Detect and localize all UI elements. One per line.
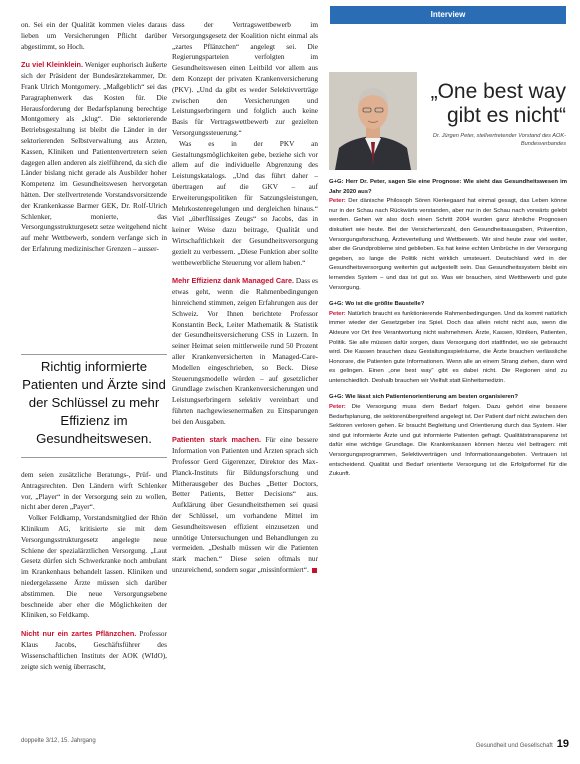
pull-quote: Richtig informierte Patienten und Ärzte sind der Schlüssel zu mehr Effizienz im Gesundheitswesen.	[21, 354, 167, 458]
page-number: 19	[556, 738, 569, 750]
interview-title: „One best way gibt es nicht“	[430, 80, 566, 127]
portrait-photo	[329, 72, 417, 170]
paragraph	[172, 276, 318, 427]
interview-answer	[329, 403, 567, 480]
portrait-figure-icon	[329, 72, 417, 170]
subheading: Mehr Effizienz dank Managed Care.	[172, 276, 295, 286]
subheading: Zu viel Kleinklein.	[21, 60, 84, 70]
text-column-left	[21, 20, 167, 255]
paragraph-text: Professor Klaus Jacobs, Geschäftsführer des Wissenschaftlichen Instituts der AOK (WIdO), zeigte sich wenig überrascht,	[21, 629, 167, 671]
interview-question: G+G: Wie lässt sich Patientenorientierung am besten organisieren?	[329, 394, 518, 401]
paragraph: on. Sei ein der Qualität kommen vieles daraus lieben um Versicherungen Pflicht darüber abgestimmt, so Hoch.	[21, 20, 167, 51]
footer-title: Gesundheit und Gesellschaft	[475, 743, 553, 749]
end-mark-icon	[312, 568, 317, 573]
photo-caption: Dr. Jürgen Peter, stellvertretender Vorstand des AOK-Bundesverbandes	[432, 133, 566, 147]
paragraph: dem seien zusätzliche Beratungs-, Prüf- und Antragsrechten. Den Ländern wirft Schlenker vor, „Player“ in der Versorgung sein zu wollen, nicht aber deren „Payer“.	[21, 470, 167, 512]
paragraph	[21, 60, 167, 254]
interview-text	[329, 178, 567, 480]
footer-issue: doppelte 3/12, 15. Jahrgang	[21, 738, 96, 744]
answer-text: Die Versorgung muss dem Bedarf folgen. Dazu gehört eine bessere Bedarfsplanung, die sektorenübergreifend angelegt ist. Der Patient darf nicht zwischen den Sektoren verloren gehen. Er braucht Begleitung und Orientierung durch das System. Hier sind gut informierte Ärzte und gut informierte Patienten gefragt. Qualitätstransparenz ist dafür eine wichtige Grundlage. Die Krankenkassen können hierzu viel beitragen: mit Versorgungsprogrammen, Selektivverträgen und Informationsangeboten. Vertrauen ist entscheidend. Qualität und Bedarf orientierte Versorgung ist die Erfolgsformel für die Zukunft.	[329, 404, 567, 478]
interview-header-bar: Interview	[330, 6, 566, 24]
paragraph-text: Für eine bessere Information von Patienten und Ärzten sprach sich Professor Gerd Gigerenzer, Direktor des Max-Planck-Instituts für Bildungsforschung und Mitherausgeber des Buches „Better Doctors, Better Patients, Better Decisions“ aus. Aufklärung über Gesundheitsthemen sei quasi der Schlüssel, um vorhandene Mittel im Gesundheitswesen effizient einzusetzen und unnötige Untersuchungen und Behandlungen zu vermeiden. „Deshalb müssen wir die Patienten stark machen.“ Diese seien oftmals nur unzureichend, sondern sogar „missinformiert“.	[172, 435, 318, 575]
paragraph	[21, 629, 167, 672]
speaker-label: Peter:	[329, 198, 346, 205]
paragraph-text: Dass es etwas geht, wenn die Rahmenbedingungen hinreichend stimmen, zeigen Erfahrungen aus der Schweiz. Vor Ihnen berichtete Professor Konstantin Beck, Leiter Mathematik & Statistik der Gesundheitsversicherung CSS in Luzern. In seiner Heimat seien mittlerweile rund 50 Prozent aller Krankenversicherten in Managed-Care-Modellen eingeschrieben, so Beck. Diese Steuerungsmodelle würden – auf gesetzlicher Grundlage zwischen Krankenversicherungen und Leistungserbringern selektiv vereinbart und führten nachgewiesenermaßen zu Einsparungen bei den Ausgaben.	[172, 276, 319, 426]
speaker-label: Peter:	[329, 404, 346, 411]
subheading: Nicht nur ein zartes Pflänzchen.	[21, 629, 137, 639]
paragraph	[172, 435, 318, 575]
answer-text: Der dänische Philosoph Sören Kierkegaard hat einmal gesagt, das Leben könne nur in der Schau nach Rückwärts verstanden, aber nur in der Schau nach vorwärts gelebt werden. Gehen wir also doch einen Schritt 2004 wurden ganz ähnliche Prognosen diskutiert wie heute. Bei der Versichertenzahl, den Gesundheitsausgaben, Prävention, Versorgungsforschung, Ärzteverteilung und Wettbewerb. Wir sind heute zwar viel weiter, aber die Grundprobleme sind geblieben. Es hat keine echten Umbrüche in der Versorgung gegeben, so lange die Politik nicht wirklich umsteuert. Deutschland wird in der Gesundheitsversorgung weiterhin gut aufgestellt sein. Das Gesundheitssystem bleibt ein lernendes System – und das ist gut so. Was wir brauchen, sind Wettbewerb und gute Versorgung.	[329, 198, 567, 291]
subheading: Patienten stark machen.	[172, 435, 262, 445]
interview-answer	[329, 310, 567, 387]
paragraph: Was es in der PKV an Gestaltungsmöglichkeiten gebe, beziehe sich vor allem auf die individuelle Abgrenzung des Leistungskatalogs. „Und das führt daher – übertragen auf die GKV – auf Erweiterungspolitiken für Satzungsleistungen, Mehrkostenregelungen und dergleichen hinaus.“ Viel „überflüssiges Zeugs“ so Jacobs, das in keiner Weise dazu beitrage, Qualität und Wirtschaftlichkeit der Gesundheitsversorgung gezielt zu verbessern. „Diese Funktion aber sollte wettbewerbliche Steuerung vor allem haben.“	[172, 138, 318, 267]
speaker-label: Peter:	[329, 310, 346, 317]
interview-question: G+G: Herr Dr. Peter, sagen Sie eine Prognose: Wie sieht das Gesundheitswesen im Jahr 2020 aus?	[329, 179, 567, 195]
answer-text: Natürlich braucht es funktionierende Rahmenbedingungen. Und da kommt natürlich immer wieder der Gesetzgeber ins Spiel. Doch das allein reicht nicht aus, wenn die Akteure vor Ort ihre Verantwortung nicht wahrnehmen. Ärzte, Kassen, Kliniken, Patienten, Politik. Sie alle müssen dafür sorgen, dass Versorgung dort stattfindet, wo sie gebraucht wird. Die Kassen brauchen dazu Gestaltungsspielräume, die Ärzte brauchen verlässliche Honorare, die Patienten gute Informationen. Wenn alle an einem Strang ziehen, dann wird es gelingen. Einen „one best way“ gibt es dabei nicht. Die Regionen sind zu unterschiedlich. Deshalb brauchen wir Vielfalt statt Einheitsmedizin.	[329, 310, 567, 384]
interview-answer	[329, 197, 567, 293]
footer-publication	[425, 738, 569, 750]
paragraph-text: Weniger euphorisch äußerte sich der Präsident der Bundesärztekammer, Dr. Frank Ulrich Montgomery. „Maßgeblich“ sei das Paragraphenwerk das Kosten für. Die Herausforderung der Bedarfsplanung berechtige Montgomery als „klug“. Die sektorierende Betriebsgestaltung ist bleibt die Länder in der sektorierenden Selbstverwaltung aus Ärzten, Kassen, Kliniken und Patientenvertretern seien dagegen allen anderen als zielführend, da sich die Länder bislang nicht gerade als Ausbilder hoher Kompetenz im Gesundheitswesen hervorgetan hätten. Der stellvertretende Vorstandsvorsitzende der Krankenkasse Barmer GEK, Dr. Rolf-Ulrich Schlenker, monierte, das Versorgungsstrukturgesetz setze weitgehend nicht auf mehr Wettbewerb, sondern verfange sich in der Erfahrung medizinischer Grenzen – ausser-	[21, 60, 167, 253]
text-column-left-lower	[21, 470, 167, 672]
text-column-middle	[172, 20, 318, 576]
paragraph: Volker Feldkamp, Vorstandsmitglied der Rhön Klinikum AG, kritisierte sie mit dem Versorgungsstrukturgesetz angelegte neue Schiene der spezialärztlichen Versorgung. „Laut Gesetz dürfen sich Schwerkranke noch ambulant im Krankenhaus behandelt lassen. Kliniken und niedergelassene Ärzte müssen sich darüber abstimmen. Die neue Versorgungsebene beschneide aber eher die Möglichkeiten der Kliniken, so Feldkamp.	[21, 513, 167, 620]
paragraph: dass der Vertragswettbewerb im Versorgungsgesetz der Koalition nicht einmal als „zartes Pflänzchen“ angelegt sei. Die Regierungsparteien verfolgten im Gesundheitswesen einen Leitbild vor allem aus dem Konzept der privaten Krankenversicherung (PKV). „Und da gibt es weder Selektivverträge zwischen den Versicherungen und Leistungserbringern und folglich auch keine Basis für Vertragswettbewerb zur gezielten Versorgungssteuerung.“	[172, 20, 318, 137]
interview-question: G+G: Wo ist die größte Baustelle?	[329, 301, 425, 308]
